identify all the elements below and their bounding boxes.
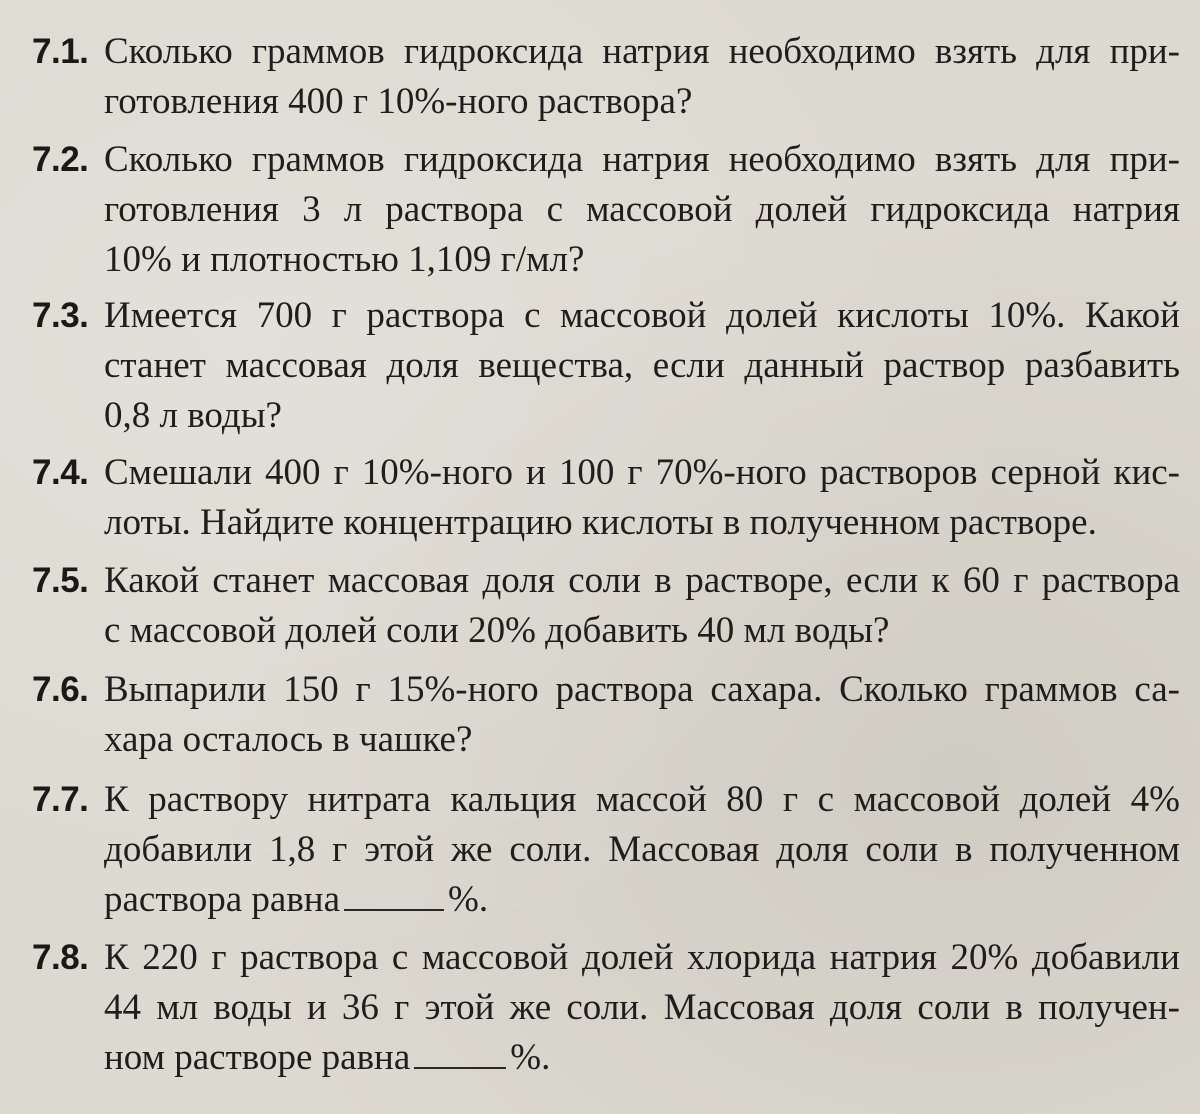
problem-line: лоты. Найдите концентрацию кислоты в полученном растворе. (104, 502, 1097, 543)
problem-line-with-blank (104, 1033, 1180, 1083)
problem-line: 44 мл воды и 36 г этой же соли. Массовая доля соли в получен- (104, 987, 1180, 1028)
problem-line-suffix: %. (510, 1037, 551, 1078)
problem-text (104, 665, 1180, 765)
problem-line: Сколько граммов гидроксида натрия необходимо взять для при- (104, 139, 1180, 180)
problem-line: станет массовая доля вещества, если данный раствор разбавить (104, 345, 1180, 386)
problem-number: 7.5. (32, 561, 89, 600)
problem-text (104, 135, 1180, 285)
problem-line: 10% и плотностью 1,109 г/мл? (104, 239, 585, 280)
problem-line: готовления 400 г 10%-ного раствора? (104, 81, 693, 122)
problem-text (104, 933, 1180, 1083)
problem-line: Имеется 700 г раствора с массовой долей кислоты 10%. Какой (104, 295, 1180, 336)
problem-line: добавили 1,8 г этой же соли. Массовая доля соли в полученном (104, 829, 1180, 870)
problem-number: 7.3. (32, 296, 89, 335)
answer-blank (414, 1037, 506, 1069)
problem-line-suffix: %. (448, 879, 489, 920)
problem-number: 7.2. (32, 140, 89, 179)
problem-line: Выпарили 150 г 15%-ного раствора сахара. Сколько граммов са- (104, 669, 1180, 710)
problem-line: готовления 3 л раствора с массовой долей гидроксида натрия (104, 189, 1180, 230)
problem-number: 7.1. (32, 32, 89, 71)
problem-number: 7.6. (32, 670, 89, 709)
problem-line: хара осталось в чашке? (104, 719, 473, 760)
problem-text (104, 775, 1180, 925)
problem-number: 7.7. (32, 780, 89, 819)
problem-line-with-blank (104, 875, 1180, 925)
problem-number: 7.4. (32, 453, 89, 492)
answer-blank (344, 879, 444, 911)
problem-line: Какой станет массовая доля соли в растворе, если к 60 г раствора (104, 560, 1180, 601)
problem-line-text: ном растворе равна (104, 1037, 411, 1078)
problem-text (104, 556, 1180, 656)
problem-line: с массовой долей соли 20% добавить 40 мл воды? (104, 610, 890, 651)
problem-line: Сколько граммов гидроксида натрия необходимо взять для при- (104, 31, 1180, 72)
problem-line: Смешали 400 г 10%-ного и 100 г 70%-ного растворов серной кис- (104, 452, 1180, 493)
problem-text (104, 27, 1180, 127)
problem-line: К раствору нитрата кальция массой 80 г с массовой долей 4% (104, 779, 1180, 820)
problem-number: 7.8. (32, 938, 89, 977)
problem-line-text: раствора равна (104, 879, 341, 920)
problem-line: К 220 г раствора с массовой долей хлорида натрия 20% добавили (104, 937, 1180, 978)
problem-text (104, 448, 1180, 548)
problem-line: 0,8 л воды? (104, 395, 282, 436)
problem-text (104, 291, 1180, 441)
